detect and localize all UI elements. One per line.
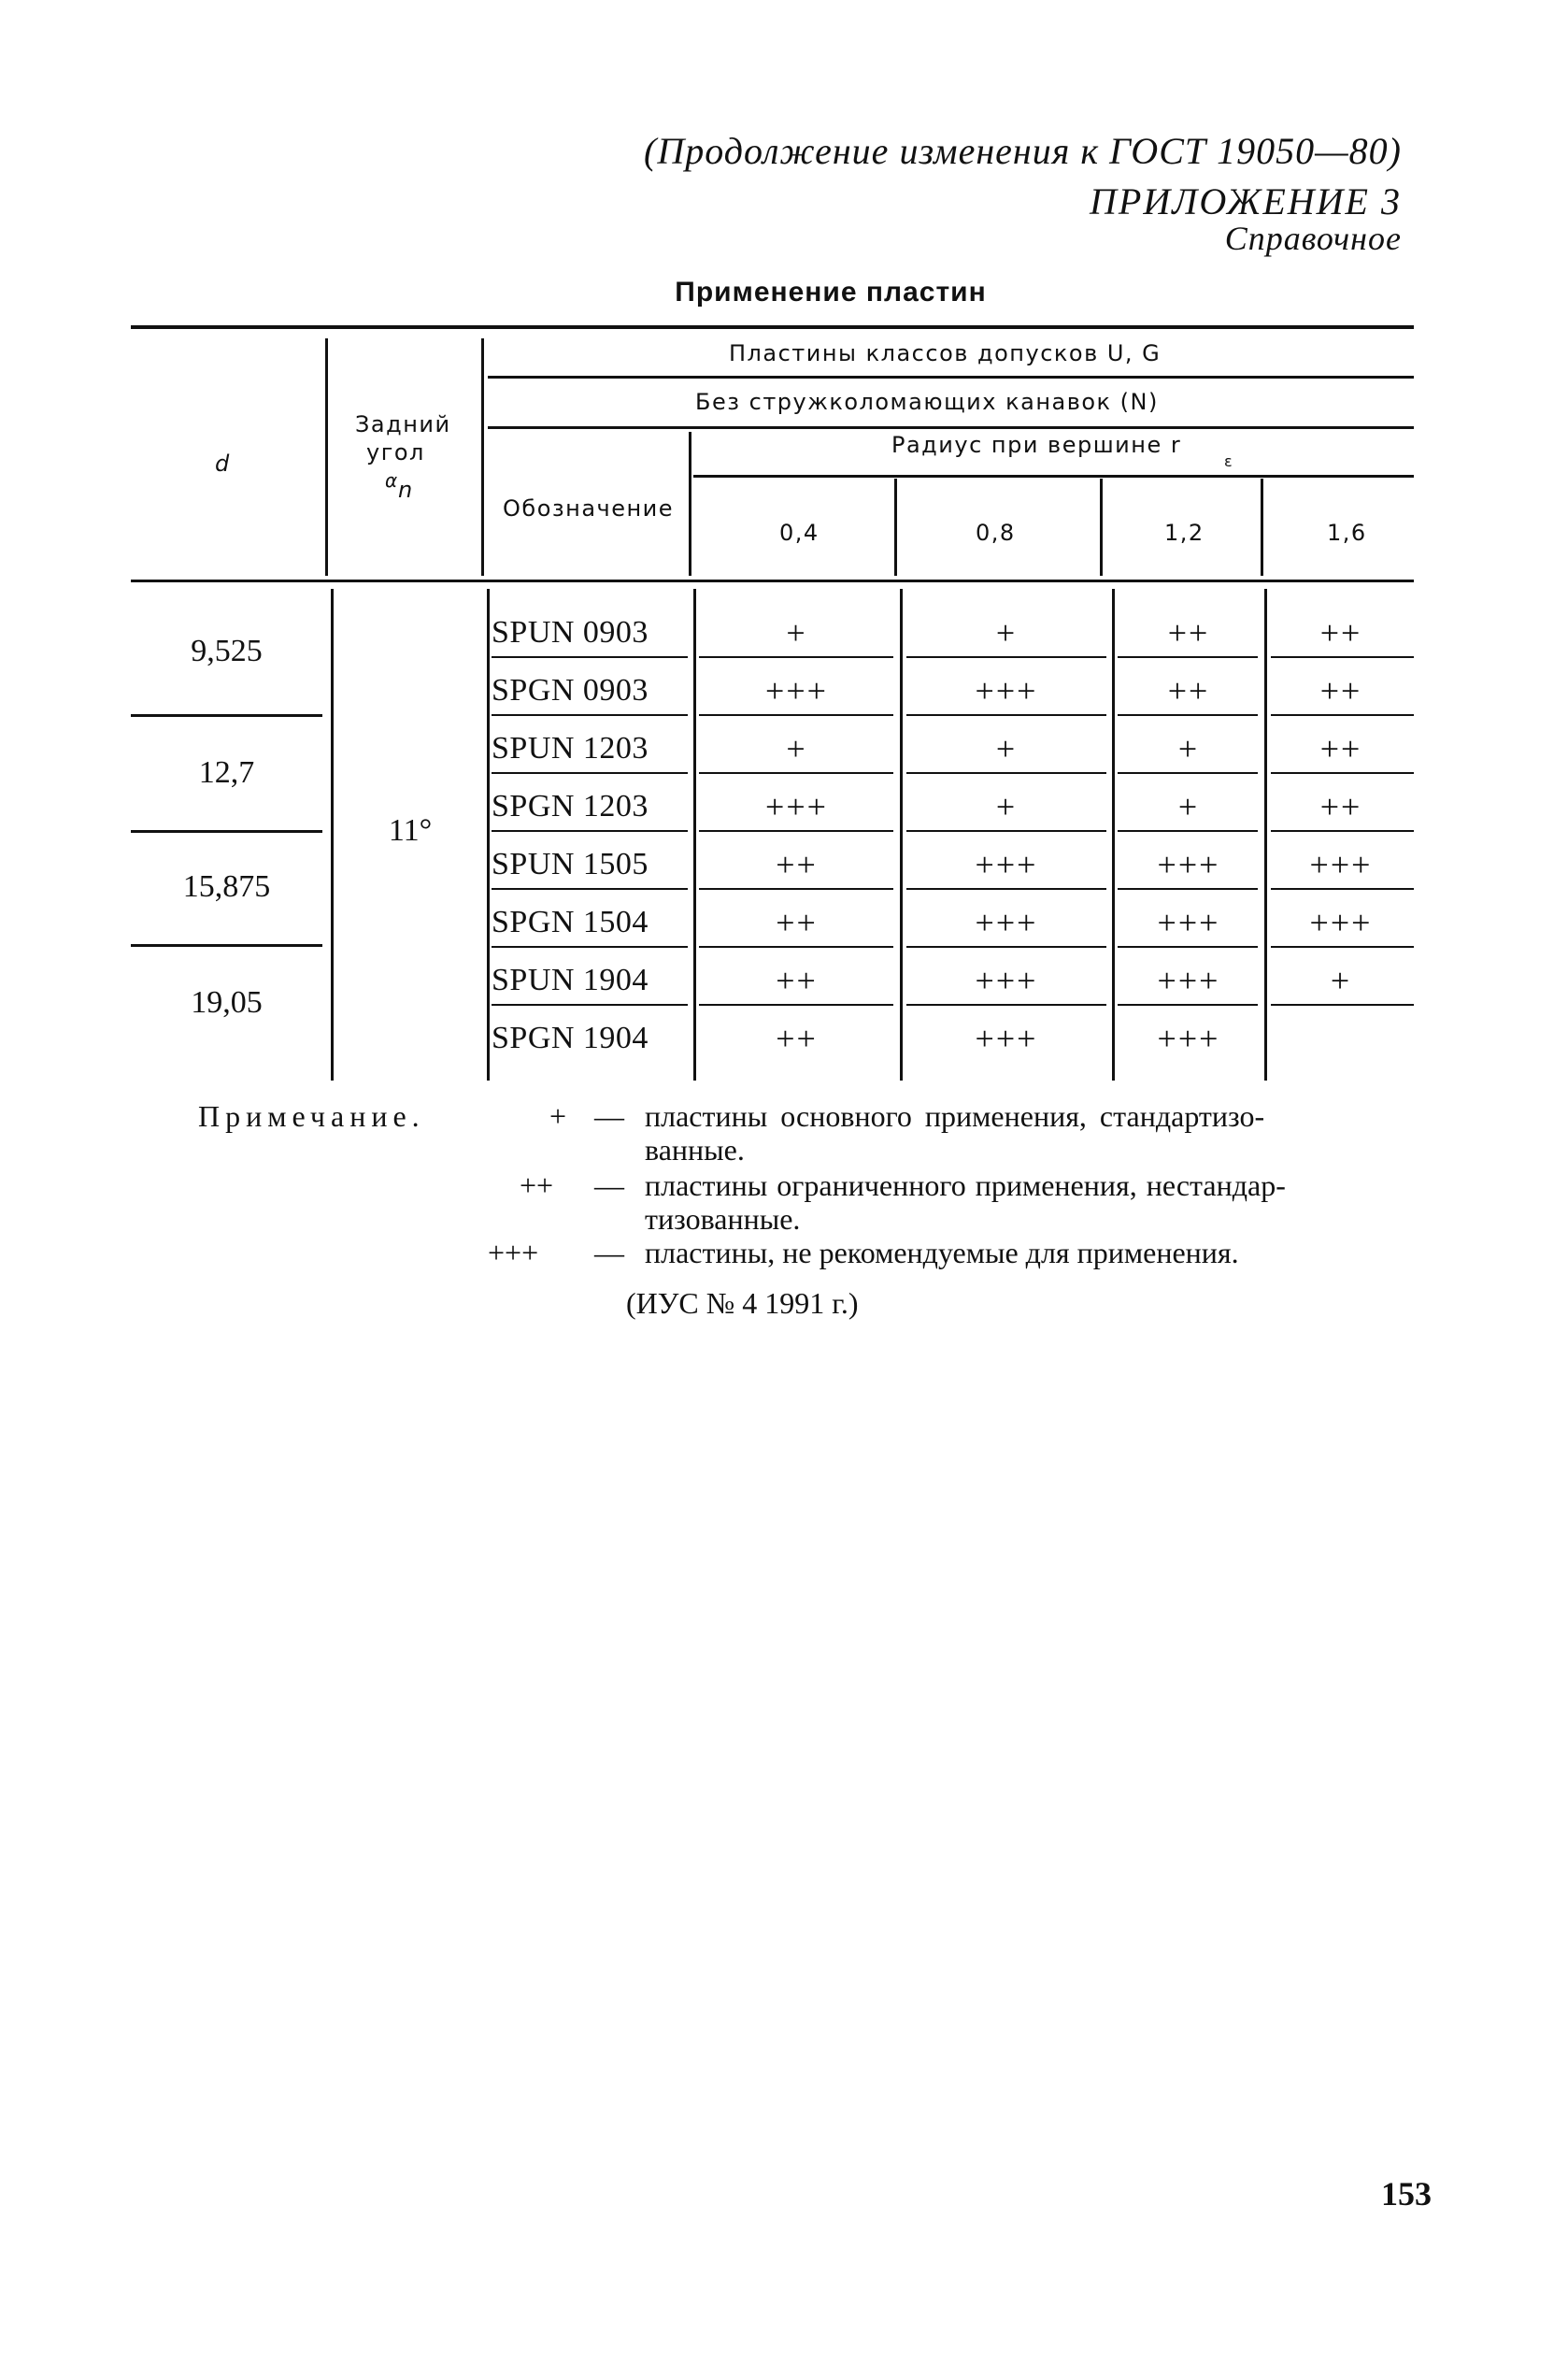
row-rule [1271, 772, 1414, 774]
usage-mark: +++ [975, 904, 1038, 941]
designation-code: SPUN 1904 [492, 963, 649, 997]
usage-mark: +++ [1157, 904, 1220, 941]
usage-mark: +++ [1157, 1020, 1220, 1057]
row-rule [699, 1004, 893, 1006]
row-rule [1271, 946, 1414, 948]
row-rule [906, 772, 1106, 774]
usage-mark: +++ [975, 1020, 1038, 1057]
usage-mark: +++ [975, 672, 1038, 709]
row-rule [1271, 714, 1414, 716]
subgroup-header: Без стружколомающих канавок (N) [695, 389, 1159, 415]
col-angle-header-l1: Задний [355, 411, 451, 437]
row-rule [492, 830, 688, 832]
subgroup-header-rule [488, 426, 1414, 429]
usage-mark: ++ [1319, 730, 1362, 767]
body-divider [1112, 589, 1115, 1081]
note-source: (ИУС № 4 1991 г.) [626, 1286, 859, 1320]
radius-sub: ε [1224, 452, 1234, 470]
continuation-header: (Продолжение изменения к ГОСТ 19050—80) [644, 130, 1402, 172]
usage-mark: ++ [1319, 672, 1362, 709]
row-rule [1271, 656, 1414, 658]
note-text: пластины, не рекомендуемые для применения. [645, 1236, 1239, 1269]
designation-code: SPUN 1203 [492, 731, 649, 766]
header-divider [325, 338, 328, 576]
radius-header: Радиус при вершине r [891, 432, 1182, 458]
usage-mark: +++ [765, 672, 828, 709]
row-rule [492, 772, 688, 774]
usage-mark: ++ [1167, 614, 1210, 652]
usage-mark: +++ [975, 846, 1038, 883]
note-text: пластины основного применения, стандартизо- [645, 1099, 1265, 1133]
row-rule [906, 656, 1106, 658]
usage-mark: ++ [1167, 672, 1210, 709]
body-divider [693, 589, 696, 1081]
appendix-title: ПРИЛОЖЕНИЕ 3 [1090, 180, 1402, 222]
usage-mark: + [786, 614, 807, 652]
row-rule [1118, 888, 1258, 890]
angle-value: 11° [388, 813, 433, 848]
row-rule [492, 888, 688, 890]
col-designation-header: Обозначение [503, 495, 675, 522]
radius-0-4: 0,4 [779, 520, 820, 546]
designation-code: SPGN 1504 [492, 905, 649, 939]
designation-code: SPGN 1904 [492, 1021, 649, 1055]
d-group-rule [131, 830, 322, 833]
header-divider [481, 338, 484, 576]
note-dash: — [594, 1099, 624, 1133]
table-title-text: Применение пластин [675, 277, 987, 308]
table-header-rule [131, 580, 1414, 582]
note-symbol: ++ [520, 1168, 554, 1202]
d-value: 9,525 [191, 634, 263, 668]
usage-mark: + [995, 730, 1018, 767]
note-symbol: + [549, 1099, 567, 1133]
usage-mark: + [1177, 730, 1200, 767]
table-title [0, 277, 1568, 308]
row-rule [699, 714, 893, 716]
group-header: Пластины классов допусков U, G [729, 340, 1162, 366]
d-group-rule [131, 944, 322, 947]
usage-mark: +++ [975, 962, 1038, 999]
notes-label: Примечание. [198, 1099, 425, 1133]
row-rule [1271, 830, 1414, 832]
row-rule [906, 946, 1106, 948]
designation-code: SPUN 0903 [492, 615, 649, 650]
usage-mark: ++ [776, 904, 818, 941]
header-divider [1100, 479, 1103, 576]
note-text-cont: тизованные. [645, 1202, 801, 1236]
header-divider [689, 432, 691, 576]
row-rule [699, 888, 893, 890]
usage-mark: +++ [1157, 846, 1220, 883]
radius-0-8: 0,8 [976, 520, 1016, 546]
row-rule [1271, 1004, 1414, 1006]
designation-code: SPGN 0903 [492, 673, 649, 708]
body-divider [1264, 589, 1267, 1081]
table-top-rule [131, 325, 1414, 329]
body-divider [487, 589, 490, 1081]
d-value: 19,05 [191, 985, 263, 1020]
usage-mark: +++ [1309, 846, 1373, 883]
usage-mark: ++ [1319, 788, 1362, 825]
row-rule [492, 946, 688, 948]
note-text: пластины ограниченного применения, нестандар- [645, 1168, 1286, 1202]
row-rule [1118, 714, 1258, 716]
usage-mark: +++ [765, 788, 828, 825]
row-rule [1118, 656, 1258, 658]
usage-mark: ++ [776, 1020, 818, 1057]
usage-mark: +++ [1157, 962, 1220, 999]
usage-mark: + [1330, 962, 1352, 999]
row-rule [492, 656, 688, 658]
usage-mark: + [995, 788, 1018, 825]
note-text-cont: ванные. [645, 1133, 745, 1167]
body-divider [900, 589, 903, 1081]
usage-mark: ++ [1319, 614, 1362, 652]
designation-code: SPUN 1505 [492, 847, 649, 881]
row-rule [1118, 772, 1258, 774]
row-rule [906, 1004, 1106, 1006]
row-rule [699, 656, 893, 658]
note-dash: — [594, 1168, 624, 1202]
note-dash: — [594, 1236, 624, 1269]
row-rule [1118, 946, 1258, 948]
row-rule [906, 888, 1106, 890]
row-rule [699, 946, 893, 948]
page-number: 153 [1381, 2175, 1432, 2213]
row-rule [1118, 830, 1258, 832]
designation-code: SPGN 1203 [492, 789, 649, 823]
usage-mark: + [786, 730, 807, 767]
row-rule [492, 1004, 688, 1006]
col-d-header: d [215, 451, 231, 477]
note-symbol: +++ [488, 1236, 539, 1269]
appendix-type: Справочное [1224, 220, 1402, 257]
header-divider [1261, 479, 1263, 576]
col-angle-sub: n [398, 477, 414, 503]
d-value: 15,875 [182, 869, 271, 904]
usage-mark: + [995, 614, 1018, 652]
d-value: 12,7 [198, 755, 255, 790]
usage-mark: ++ [776, 962, 818, 999]
d-group-rule [131, 714, 322, 717]
row-rule [1271, 888, 1414, 890]
header-divider [894, 479, 897, 576]
radius-1-6: 1,6 [1327, 520, 1367, 546]
usage-mark: + [1177, 788, 1200, 825]
col-angle-header-l2: угол [366, 439, 425, 465]
row-rule [492, 714, 688, 716]
usage-mark: +++ [1309, 904, 1373, 941]
row-rule [699, 830, 893, 832]
radius-1-2: 1,2 [1164, 520, 1205, 546]
radius-header-rule [693, 475, 1414, 478]
usage-mark: ++ [776, 846, 818, 883]
col-angle-symbol: α [385, 469, 399, 492]
group-header-rule [488, 376, 1414, 379]
row-rule [906, 830, 1106, 832]
row-rule [699, 772, 893, 774]
row-rule [1118, 1004, 1258, 1006]
row-rule [906, 714, 1106, 716]
